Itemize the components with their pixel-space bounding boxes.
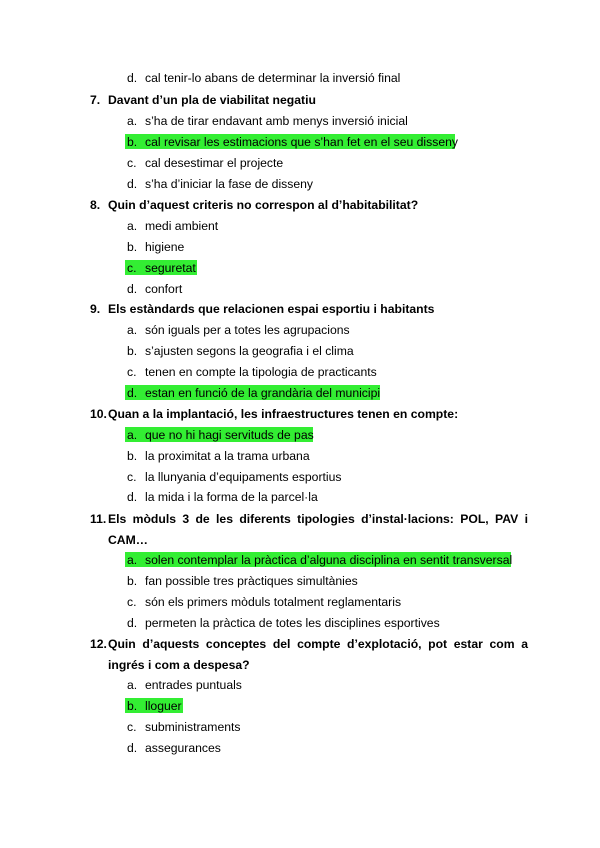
- option-letter: c.: [127, 156, 137, 170]
- option-letter: c.: [127, 470, 137, 484]
- question-text: Quan a la implantació, les infraestructures tenen en compte:: [108, 407, 459, 421]
- option-text: assegurances: [145, 741, 221, 755]
- option-text: tenen en compte la tipologia de practicants: [145, 365, 377, 379]
- option-letter: d.: [127, 177, 138, 191]
- option-text: són iguals per a totes les agrupacions: [145, 323, 350, 337]
- option-letter: b.: [127, 240, 138, 254]
- option-letter: d.: [127, 741, 138, 755]
- option-text: entrades puntuals: [145, 678, 242, 692]
- question-text: Quin d’aquest criteris no correspon al d’habitabilitat?: [108, 198, 419, 212]
- question-text-line-2: CAM…: [108, 533, 148, 547]
- option-letter: a.: [127, 553, 138, 567]
- option-letter: d.: [127, 490, 138, 504]
- option-text: higiene: [145, 240, 185, 254]
- option-text: medi ambient: [145, 219, 219, 233]
- question-number: 8.: [90, 198, 101, 212]
- option-text: la mida i la forma de la parcel·la: [145, 490, 318, 504]
- option-letter: c.: [127, 261, 137, 275]
- question-text-line-1: Quin d’aquests conceptes del compte d’explotació, pot estar com a: [108, 637, 528, 651]
- option-text: són els primers mòduls totalment reglamentaris: [145, 595, 402, 609]
- option-letter: b.: [127, 574, 138, 588]
- option-text: cal desestimar el projecte: [145, 156, 284, 170]
- option-text: seguretat: [145, 261, 196, 275]
- option-letter: a.: [127, 114, 138, 128]
- option-text: la proximitat a la trama urbana: [145, 449, 310, 463]
- option-letter: b.: [127, 344, 138, 358]
- question-text: Davant d’un pla de viabilitat negatiu: [108, 93, 316, 107]
- question-number: 7.: [90, 93, 101, 107]
- question-number: 12.: [90, 637, 107, 651]
- option-text: cal revisar les estimacions que s’han fet en el seu disseny: [145, 135, 458, 149]
- option-letter: d.: [127, 71, 138, 85]
- option-letter: a.: [127, 678, 138, 692]
- option-letter: b.: [127, 699, 138, 713]
- option-letter: b.: [127, 449, 138, 463]
- option-letter: b.: [127, 135, 138, 149]
- option-text: permeten la pràctica de totes les disciplines esportives: [145, 616, 440, 630]
- option-letter: c.: [127, 720, 137, 734]
- option-text: fan possible tres pràctiques simultànies: [145, 574, 358, 588]
- option-text: s’ajusten segons la geografia i el clima: [145, 344, 354, 358]
- question-number: 11.: [90, 512, 107, 526]
- option-text: solen contemplar la pràctica d’alguna disciplina en sentit transversal: [145, 553, 513, 567]
- option-letter: c.: [127, 595, 137, 609]
- option-text: que no hi hagi servituds de pas: [145, 428, 314, 442]
- option-letter: a.: [127, 428, 138, 442]
- option-letter: d.: [127, 616, 138, 630]
- option-text: s’ha d’iniciar la fase de disseny: [145, 177, 314, 191]
- option-letter: a.: [127, 323, 138, 337]
- question-text-line-2: ingrés i com a despesa?: [108, 658, 250, 672]
- option-text: la llunyania d’equipaments esportius: [145, 470, 342, 484]
- question-number: 10.: [90, 407, 107, 421]
- option-letter: d.: [127, 282, 138, 296]
- option-letter: d.: [127, 386, 138, 400]
- option-text: s’ha de tirar endavant amb menys inversió inicial: [145, 114, 408, 128]
- question-number: 9.: [90, 302, 101, 316]
- option-text: lloguer: [145, 699, 182, 713]
- question-text: Els estàndards que relacionen espai esportiu i habitants: [108, 302, 435, 316]
- option-text: estan en funció de la grandària del municipi: [145, 386, 381, 400]
- option-letter: c.: [127, 365, 137, 379]
- option-text: subministraments: [145, 720, 241, 734]
- option-text: confort: [145, 282, 183, 296]
- option-text: cal tenir-lo abans de determinar la inversió final: [145, 71, 401, 85]
- option-letter: a.: [127, 219, 138, 233]
- question-text-line-1: Els mòduls 3 de les diferents tipologies d’instal·lacions: POL, PAV i: [108, 512, 528, 526]
